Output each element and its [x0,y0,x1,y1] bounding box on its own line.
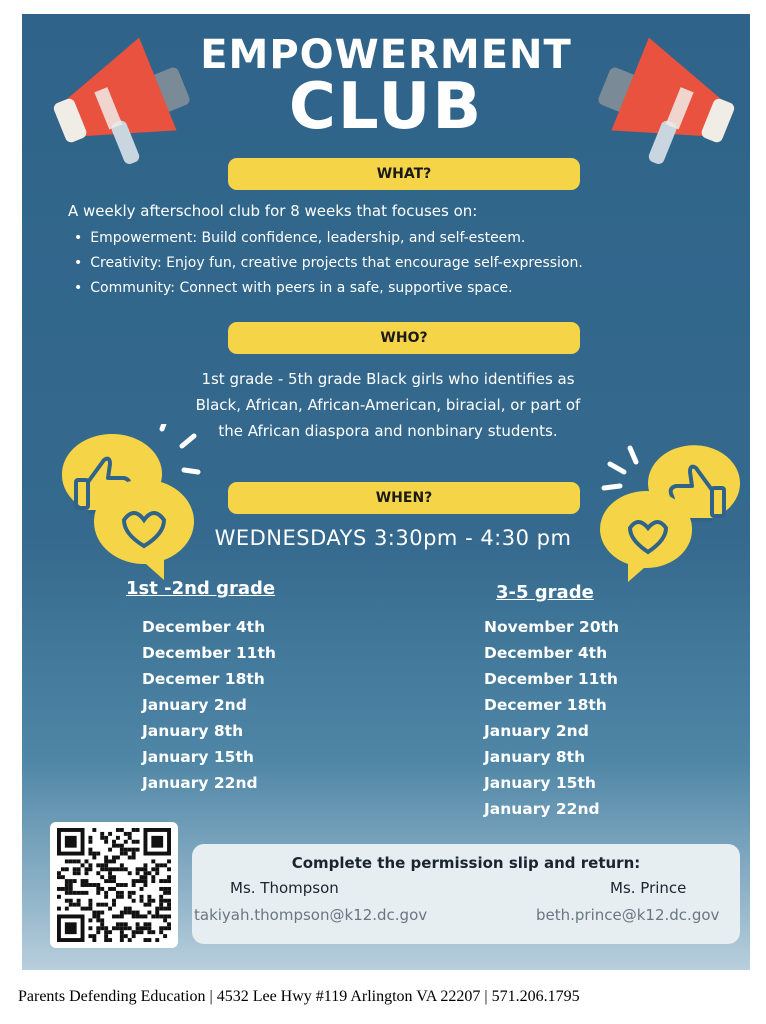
bullet-item: • Empowerment: Build confidence, leadership, and self-esteem. [74,226,583,251]
permission-slip-box [192,844,740,944]
footer: Parents Defending Education | 4532 Lee Hwy #119 Arlington VA 22207 | 571.206.1795 [18,988,580,1005]
who-line: 1st grade - 5th grade Black girls who identifies as [201,370,575,388]
date-item: January 2nd [484,722,589,740]
qr-code[interactable] [50,822,178,948]
who-heading: WHO? [228,322,580,354]
date-item: January 15th [142,748,254,766]
permission-title: Complete the permission slip and return: [291,854,641,872]
bullet-item: • Creativity: Enjoy fun, creative projects that encourage self-expression. [74,251,583,276]
date-item: December 4th [142,618,266,636]
date-item: December 11th [484,670,618,688]
qr-code-graphic [56,828,172,942]
date-item: Decemer 18th [484,696,607,714]
what-bullets [74,226,583,301]
flyer [22,14,750,970]
grade-1-2-dates [142,614,276,796]
what-heading: WHAT? [228,158,580,190]
date-item: January 8th [142,722,244,740]
when-heading: WHEN? [228,482,580,514]
title-line-2: CLUB [288,70,484,144]
grade-3-5-dates [484,614,619,822]
what-intro: A weekly afterschool club for 8 weeks that focuses on: [68,202,478,220]
who-line: the African diaspora and nonbinary students. [218,422,558,440]
title-line-1: EMPOWERMENT [200,32,572,78]
date-item: January 2nd [142,696,247,714]
date-item: December 11th [142,644,276,662]
date-item: December 4th [484,644,608,662]
date-item: Decemer 18th [142,670,265,688]
grade-3-5-heading: 3-5 grade [496,582,594,603]
date-item: January 22nd [484,800,600,818]
contact-email[interactable]: takiyah.thompson@k12.dc.gov [194,906,428,924]
when-time: WEDNESDAYS 3:30pm - 4:30 pm [214,526,572,550]
date-item: January 8th [484,748,586,766]
bullet-item: • Community: Connect with peers in a safe, supportive space. [74,276,583,301]
date-item: January 15th [484,774,596,792]
contact-name: Ms. Thompson [230,879,339,897]
date-item: November 20th [484,618,620,636]
date-item: January 22nd [142,774,258,792]
who-line: Black, African, African-American, biracial, or part of [195,396,581,414]
contact-name: Ms. Prince [610,879,687,897]
grade-1-2-heading: 1st -2nd grade [126,578,276,599]
contact-email[interactable]: beth.prince@k12.dc.gov [536,906,720,924]
